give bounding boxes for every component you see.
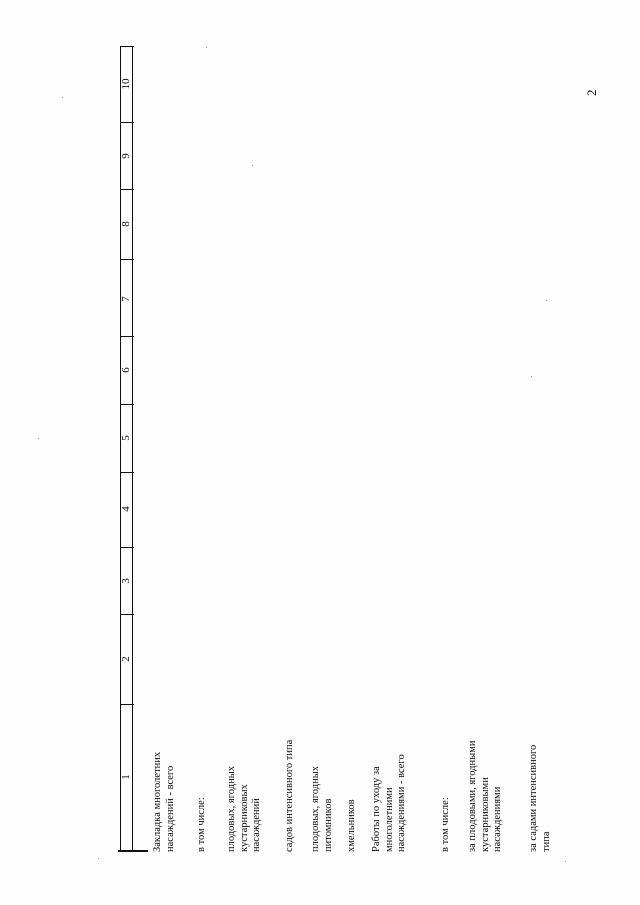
scan-speck bbox=[98, 858, 99, 859]
col-separator bbox=[120, 547, 134, 548]
col-separator bbox=[120, 704, 134, 705]
row-label: в том числе: bbox=[440, 797, 451, 852]
row-label: хмельников bbox=[346, 799, 357, 852]
page-number: 2 bbox=[584, 89, 599, 96]
col-separator bbox=[120, 189, 134, 190]
column-header: 6 bbox=[120, 367, 132, 373]
column-header: 1 bbox=[120, 774, 132, 780]
col-separator bbox=[120, 122, 134, 123]
col-separator bbox=[120, 259, 134, 260]
row-label: за плодовыми, ягодными кустарниковыми насаждениями bbox=[467, 740, 503, 852]
col-separator bbox=[120, 336, 134, 337]
row-label: в том числе: bbox=[196, 797, 207, 852]
column-header: 9 bbox=[120, 153, 132, 159]
row-label: Закладка многолетних насаждений - всего bbox=[152, 751, 176, 852]
row-label: за садами интенсивного типа bbox=[528, 744, 552, 852]
column-header: 3 bbox=[120, 578, 132, 584]
col-separator bbox=[120, 404, 134, 405]
scan-speck bbox=[531, 376, 532, 377]
scan-speck bbox=[252, 165, 253, 166]
row-label: Работы по уходу за многолетними насаждениями - всего bbox=[371, 754, 407, 852]
row-label: плодовых, ягодных кустарниковых насаждений bbox=[226, 766, 262, 852]
column-header: 7 bbox=[120, 296, 132, 302]
scan-speck bbox=[546, 300, 547, 301]
scan-speck bbox=[62, 97, 63, 98]
row-label: садов интенсивного типа bbox=[284, 739, 295, 852]
col-separator bbox=[120, 614, 134, 615]
row-label: плодовых, ягодных питомников bbox=[310, 766, 334, 852]
column-header: 5 bbox=[120, 435, 132, 441]
column-header: 8 bbox=[120, 221, 132, 227]
col-separator bbox=[120, 472, 134, 473]
scan-speck bbox=[38, 438, 39, 439]
col-separator bbox=[120, 850, 134, 851]
scan-speck bbox=[206, 47, 207, 48]
scan-speck bbox=[565, 861, 566, 862]
column-header: 2 bbox=[120, 656, 132, 662]
column-header: 4 bbox=[120, 506, 132, 512]
col-separator bbox=[120, 46, 134, 47]
column-header: 10 bbox=[120, 78, 132, 90]
